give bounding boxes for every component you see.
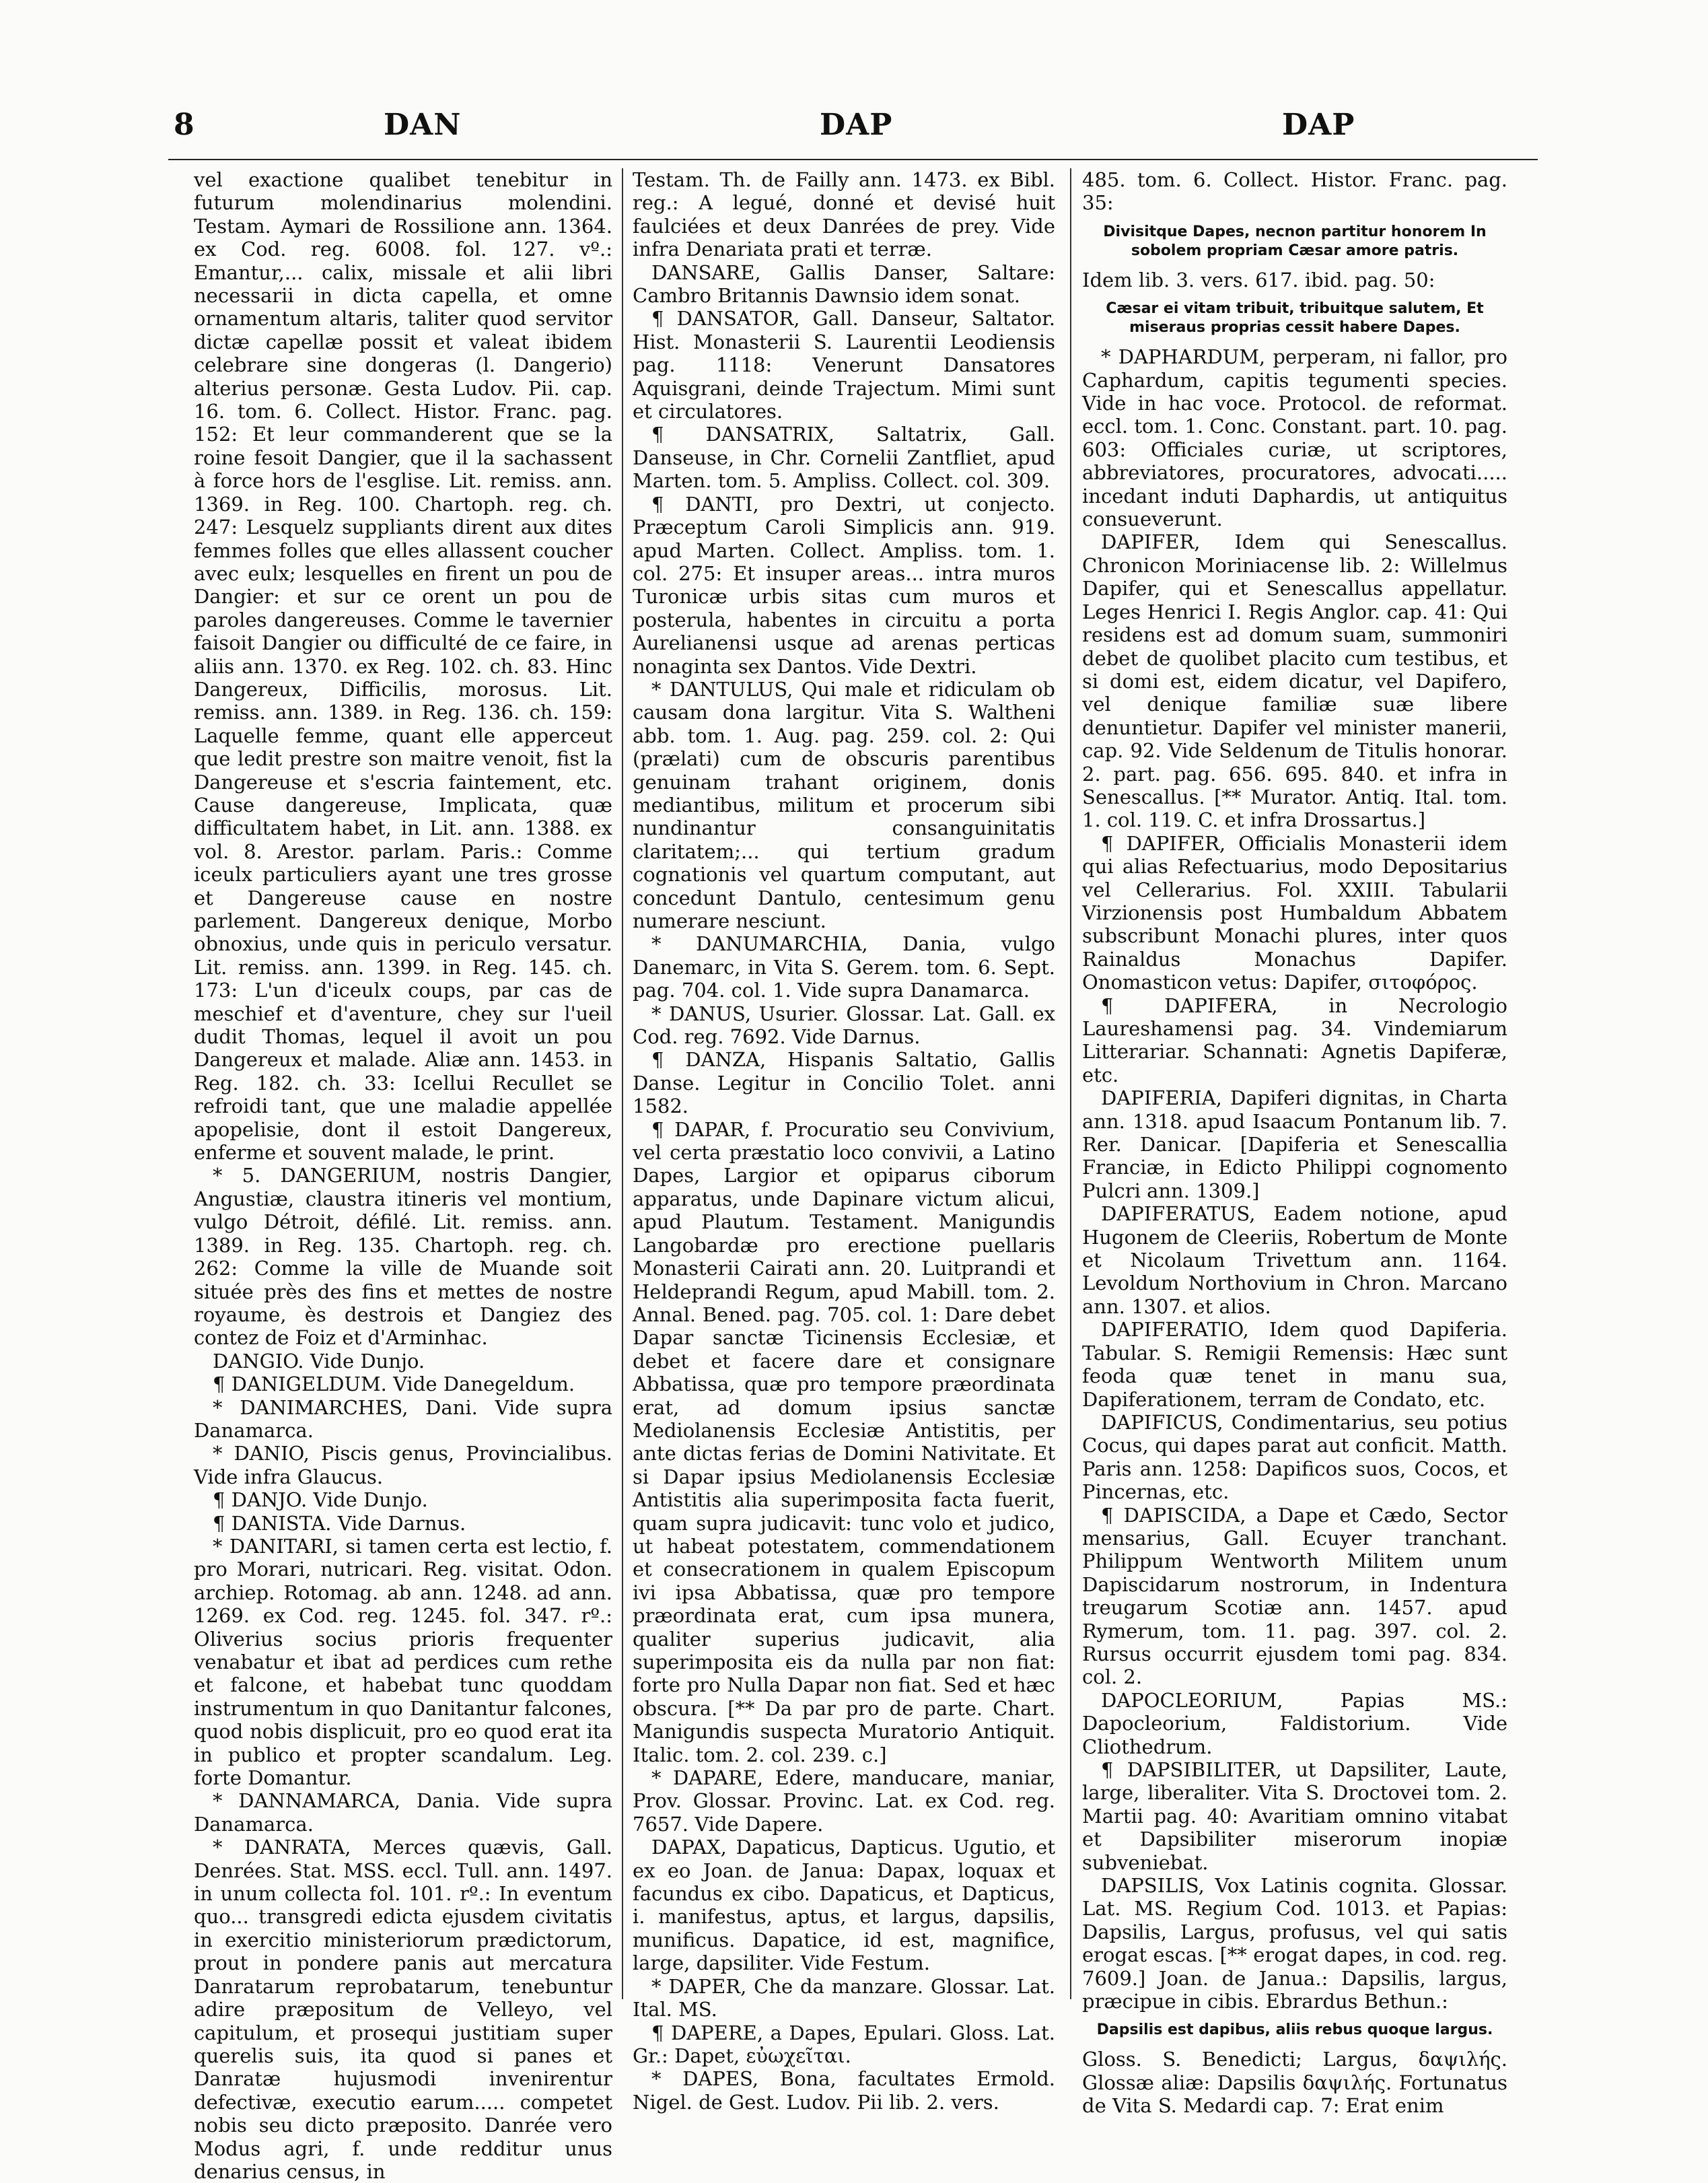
entry: * DAPES, Bona, facultates Ermold. Nigel. de Gest. Ludov. Pii lib. 2. vers. — [633, 2067, 1055, 2114]
entry: * DANIO, Piscis genus, Provincialibus. Vide infra Glaucus. — [194, 1442, 612, 1488]
entry: DAPIFER, Idem qui Senescallus. Chronicon Moriniacense lib. 2: Willelmus Dapifer, qui et Senescallus appellatur. Leges Henrici I. Regis Anglor. cap. 41: Qui residens est ad domum suam, summoniri debet de quolibet placito cum testibus, et si domi est, eidem dicatur, vel Dapifero, vel denique familiæ suæ libere denuntietur. Dapifer vel minister manerii, cap. 92. Vide Seldenum de Titulis honorar. 2. part. pag. 656. 695. 840. et infra in Senescallus. [** Murator. Antiq. Ital. tom. 1. col. 119. C. et infra Drossartus.] — [1082, 530, 1507, 832]
verse-quote: Dapsilis est dapibus, aliis rebus quoque largus. — [1096, 2021, 1493, 2039]
entry: ¶ DAPISCIDA, a Dape et Cædo, Sector mensarius, Gall. Ecuyer tranchant. Philippum Wentworth Militem unum Dapiscidarum nostrorum, in Indentura treugarum Scotiæ ann. 1457. apud Rymerum, tom. 11. pag. 397. col. 2. Rursus occurrit ejusdem tomi pag. 834. col. 2. — [1082, 1503, 1507, 1689]
entry: ¶ DAPERE, a Dapes, Epulari. Gloss. Lat. Gr.: Dapet, εὐωχεῖται. — [633, 2021, 1055, 2067]
entry: ¶ DANIGELDUM. Vide Danegeldum. — [213, 1373, 575, 1396]
entry: * DANITARI, si tamen certa est lectio, f. pro Morari, nutricari. Reg. visitat. Odon. archiep. Rotomag. ab ann. 1248. ad ann. 1269. ex Cod. reg. 1245. fol. 347. rº.: Oliverius socius prioris frequenter venabatur et ibat ad perdices cum rethe et falcone, et habebat tunc quoddam instrumentum in quo Danitantur falcones, quod nobis displicuit, pro eo quod erat ita in publico et propter scandalum. Leg. forte Domantur. — [194, 1534, 612, 1790]
entry: * DANNAMARCA, Dania. Vide supra Danamarca. — [194, 1789, 612, 1836]
page-number: 8 — [174, 108, 195, 142]
column-divider — [622, 168, 623, 1999]
entry: * DANUMARCHIA, Dania, vulgo Danemarc, in Vita S. Gerem. tom. 6. Sept. pag. 704. col. 1. Vide supra Danamarca. — [633, 932, 1055, 1002]
entry: ¶ DANTI, pro Dextri, ut conjecto. Præceptum Caroli Simplicis ann. 919. apud Marten. Collect. Ampliss. tom. 1. col. 275: Et insuper areas... intra muros Turonicæ urbis sitas cum muros et posterula, habentes in circuitu a porta Aurelianensi usque ad arenas perticas nonaginta sex Dantos. Vide Dextri. — [633, 492, 1055, 678]
column-right — [1082, 168, 1507, 2118]
entry: ¶ DANSATOR, Gall. Danseur, Saltator. Hist. Monasterii S. Laurentii Leodiensis pag. 1118: Venerunt Dansatores Aquisgrani, deinde Trajectum. Mimi sunt et circulatores. — [633, 307, 1055, 423]
entry: DANSARE, Gallis Danser, Saltare: Cambro Britannis Dawnsio idem sonat. — [633, 261, 1055, 308]
entry: * 5. DANGERIUM, nostris Dangier, Angustiæ, claustra itineris vel montium, vulgo Détroit, défilé. Lit. remiss. ann. 1389. in Reg. 135. Chartoph. reg. ch. 262: Comme la ville de Muande soit située près des fins et mettes de nostre royaume, ès destrois et Dangiez des contez de Foiz et d'Arminhac. — [194, 1164, 612, 1350]
entry: * DANTULUS, Qui male et ridiculam ob causam dona largitur. Vita S. Waltheni abb. tom. 1. Aug. pag. 259. col. 2: Qui (prælati) cum de obscuris parentibus genuinam trahant originem, donis mediantibus, militum et procerum sibi nundinantur consanguinitatis claritatem;... qui tertium gradum cognationis vel quartum computant, aut concedunt Dantulo, centesimum genu numerare nesciunt. — [633, 677, 1055, 932]
entry: ¶ DAPAR, f. Procuratio seu Convivium, vel certa præstatio loco convivii, a Latino Dapes, Largior et opiparus ciborum apparatus, unde Dapinare victum alicui, apud Plautum. Testament. Manigundis Langobardæ pro erectione puellaris Monasterii Cairati ann. 20. Luitprandi et Heldeprandi Regum, apud Mabill. tom. 2. Annal. Bened. pag. 705. col. 1: Dare debet Dapar sanctæ Ticinensis Ecclesiæ, et debet et facere dare et consignare Abbatissa, quæ pro tempore præordinata erat, ad domum ipsius sanctæ Mediolanensis Ecclesiæ Antistitis, per ante dictas ferias de Domini Nativitate. Et si Dapar ipsius Mediolanensis Ecclesiæ Antistitis alia superimposita facta fuerit, quam supra judicavit: tunc volo et judico, ut habeat potestatem, commendationem et consecrationem in qualem Episcopum ivi ipsa Abbatissa, quæ pro tempore præordinata erat, cum ipsa munera, qualiter superius judicavit, alia superimposita eis da nulla par non fiat: forte pro Nulla Dapar non fiat. Sed et hæc obscura. [** Da par pro de parte. Chart. Manigundis suspecta Muratorio Antiquit. Italic. tom. 2. col. 239. c.] — [633, 1117, 1055, 1766]
entry: ¶ DANSATRIX, Saltatrix, Gall. Danseuse, in Chr. Cornelii Zantfliet, apud Marten. tom. 5. Ampliss. Collect. col. 309. — [633, 423, 1055, 493]
entry: 485. tom. 6. Collect. Histor. Franc. pag. 35: — [1082, 168, 1507, 215]
entry: DAPIFERATIO, Idem quod Dapiferia. Tabular. S. Remigii Remensis: Hæc sunt feoda quæ tenet in manu sua, Dapiferationem, terram de Condato, etc. — [1082, 1318, 1507, 1411]
column-left — [194, 168, 612, 2183]
entry: DANGIO. Vide Dunjo. — [213, 1349, 425, 1373]
entry: * DAPER, Che da manzare. Glossar. Lat. Ital. MS. — [633, 1974, 1055, 2021]
running-head-center: DAP — [820, 108, 893, 142]
entry: ¶ DAPSIBILITER, ut Dapsiliter, Laute, large, liberaliter. Vita S. Droctovei tom. 2. Martii pag. 40: Avaritiam omnino vitabat et Dapsibiliter miserorum inopiæ subveniebat. — [1082, 1758, 1507, 1874]
entry: * DANRATA, Merces quævis, Gall. Denrées. Stat. MSS. eccl. Tull. ann. 1497. in unum collecta fol. 101. rº.: In eventum quo... transgredi edicta ejusdem civitatis in exercitio ministeriorum prædictorum, prout in pondere panis aut mercatura Danratarum reprobatarum, tenebuntur adire præpositum de Velleyo, vel capitulum, et prosequi justitiam super querelis suis, ita quod si panes et Danratæ hujusmodi invenirentur defectivæ, executio earum..... competet nobis seu dicto præposito. Danrée vero Modus agri, f. unde redditur unus denarius census, in — [194, 1836, 612, 2183]
entry: Gloss. S. Benedicti; Largus, δαψιλής. Glossæ aliæ: Dapsilis δαψιλής. Fortunatus de Vita S. Medardi cap. 7: Erat enim — [1082, 2048, 1507, 2118]
entry: DAPOCLEORIUM, Papias MS.: Dapocleorium, Faldistorium. Vide Cliothedrum. — [1082, 1688, 1507, 1758]
entry: * DAPHARDUM, perperam, ni fallor, pro Caphardum, capitis tegumenti species. Vide in hac voce. Protocol. de reformat. eccl. tom. 1. Conc. Constant. part. 10. pag. 603: Officiales curiæ, ut scriptores, abbreviatores, procuratores, advocati..... incedant induti Daphardis, ut antiquitus consueverunt. — [1082, 345, 1507, 531]
verse-quote: Divisitque Dapes, necnon partitur honorem In sobolem propriam Cæsar amore patris. — [1103, 223, 1487, 259]
entry: Idem lib. 3. vers. 617. ibid. pag. 50: — [1082, 268, 1435, 291]
column-middle — [633, 168, 1055, 2114]
entry: ¶ DANJO. Vide Dunjo. — [213, 1488, 428, 1512]
entry: DAPSILIS, Vox Latinis cognita. Glossar. Lat. MS. Regium Cod. 1013. et Papias: Dapsilis, Largus, profusus, vel qui satis erogat escas. [** erogat dapes, in cod. reg. 7609.] Joan. de Janua.: Dapsilis, largus, præcipue in cibis. Ebrardus Bethun.: — [1082, 1874, 1507, 2013]
entry: vel exactione qualibet tenebitur in futurum molendinarius molendini. Testam. Aymari de Rossilione ann. 1364. ex Cod. reg. 6008. fol. 127. vº.: Emantur,... calix, missale et alii libri necessarii in dicta capella, et omne ornamentum altaris, taliter quod servitor dictæ capellæ possit et valeat ibidem celebrare sine dongeras (l. Dangerio) alterius personæ. Gesta Ludov. Pii. cap. 16. tom. 6. Collect. Histor. Franc. pag. 152: Et leur commanderent que se la roine fesoit Dangier, que il la sachassent à force hors de l'esglise. Lit. remiss. ann. 1369. in Reg. 100. Chartoph. reg. ch. 247: Lesquelz suppliants dirent aux dites femmes folles que elles allassent coucher avec eulx; lesquelles en firent un pou de Dangier: et sur ce orent un pou de paroles dangereuses. Comme le tavernier faisoit Dangier ou difficulté de ce faire, in aliis ann. 1370. ex Reg. 102. ch. 83. Hinc Dangereux, Difficilis, morosus. Lit. remiss. ann. 1389. in Reg. 136. ch. 159: Laquelle femme, quant elle apperceut que ledit prestre son maitre venoit, fist la Dangereuse et s'escria faintement, etc. Cause dangereuse, Implicata, quæ difficultatem habet, in Lit. ann. 1388. ex vol. 8. Arestor. parlam. Paris.: Comme iceulx particuliers ayant une tres grosse et Dangereuse cause en nostre parlement. Dangereux denique, Morbo obnoxius, unde quis in periculo versatur. Lit. remiss. ann. 1399. in Reg. 145. ch. 173: L'un d'iceulx coups, par cas de meschief et d'aventure, chey sur l'ueil dudit Thomas, lequel il avoit un pou Dangereux et malade. Aliæ ann. 1453. in Reg. 182. ch. 33: Icellui Recullet se refroidi tant, que une maladie appellée apopelisie, dont il estoit Dangereux, enferme et souvent malade, le print. — [194, 168, 612, 1165]
entry: DAPIFERATUS, Eadem notione, apud Hugonem de Cleeriis, Robertum de Monte et Nicolaum Trivettum ann. 1164. Levoldum Northovium in Chron. Marcano ann. 1307. et alios. — [1082, 1202, 1507, 1318]
entry: * DANIMARCHES, Dani. Vide supra Danamarca. — [194, 1395, 612, 1442]
entry: DAPIFICUS, Condimentarius, seu potius Cocus, qui dapes parat aut conficit. Matth. Paris ann. 1258: Dapificos suos, Cocos, et Pincernas, etc. — [1082, 1410, 1507, 1504]
entry: DAPAX, Dapaticus, Dapticus. Ugutio, et ex eo Joan. de Janua: Dapax, loquax et facundus ex cibo. Dapaticus, et Dapticus, i. manifestus, aptus, et largus, dapsilis, munificus. Dapatice, id est, magnifice, large, dapsiliter. Vide Festum. — [633, 1836, 1055, 1975]
entry: ¶ DAPIFERA, in Necrologio Laureshamensi pag. 34. Vindemiarum Litterariar. Schannati: Agnetis Dapiferæ, etc. — [1082, 994, 1507, 1086]
header-rule — [168, 159, 1538, 160]
entry: ¶ DANISTA. Vide Darnus. — [213, 1511, 466, 1535]
entry: * DAPARE, Edere, manducare, maniar, Prov. Glossar. Provinc. Lat. ex Cod. reg. 7657. Vide Dapere. — [633, 1766, 1055, 1836]
entry: ¶ DANZA, Hispanis Saltatio, Gallis Danse. Legitur in Concilio Tolet. anni 1582. — [633, 1048, 1055, 1118]
entry: ¶ DAPIFER, Officialis Monasterii idem qui alias Refectuarius, modo Depositarius vel Cellerarius. Fol. XXIII. Tabularii Virzionensis post Humbaldum Abbatem subscribunt Monachi plures, inter quos Rainaldus Monachus Dapifer. Onomasticon vetus: Dapifer, σιτοφόρος. — [1082, 831, 1507, 994]
running-head-left: DAN — [384, 108, 462, 142]
entry: * DANUS, Usurier. Glossar. Lat. Gall. ex Cod. reg. 7692. Vide Darnus. — [633, 1002, 1055, 1049]
running-head-right: DAP — [1282, 108, 1355, 142]
verse-quote: Cæsar ei vitam tribuit, tribuitque salutem, Et miseraus proprias cessit habere Dapes. — [1106, 300, 1484, 337]
entry: Testam. Th. de Failly ann. 1473. ex Bibl. reg.: A legué, donné et devisé huit faulciées et deux Danrées de prey. Vide infra Denariata prati et terræ. — [633, 168, 1055, 261]
entry: DAPIFERIA, Dapiferi dignitas, in Charta ann. 1318. apud Isaacum Pontanum lib. 7. Rer. Danicar. [Dapiferia et Senescallia Franciæ, in Edicto Philippi cognomento Pulcri ann. 1309.] — [1082, 1086, 1507, 1202]
column-divider — [1070, 168, 1071, 1999]
